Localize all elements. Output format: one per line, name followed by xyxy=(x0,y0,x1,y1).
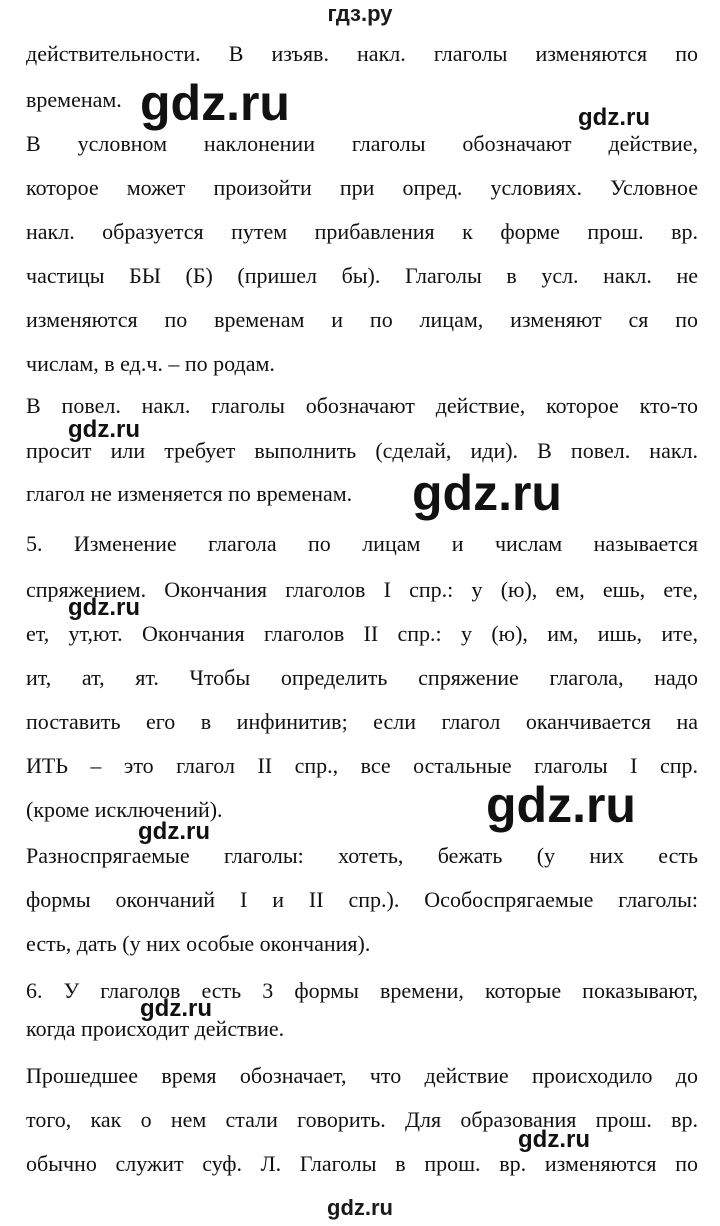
text-line: просит или требует выполнить (сделай, иди). В повел. накл. xyxy=(26,438,698,463)
text-line: частицы БЫ (Б) (пришел бы). Глаголы в усл. накл. не xyxy=(26,263,698,288)
text-line: спряжением. Окончания глаголов I спр.: у (ю), ем, ешь, ете, xyxy=(26,577,698,602)
text-line: Разноспрягаемые глаголы: хотеть, бежать (у них есть xyxy=(26,843,698,868)
text-line: обычно служит суф. Л. Глаголы в прош. вр. изменяются по xyxy=(26,1151,698,1176)
text-line: временам. xyxy=(26,87,122,112)
watermark: gdz.ru xyxy=(486,777,636,833)
text-line: того, как о нем стали говорить. Для образования прош. вр. xyxy=(26,1107,698,1132)
watermark: gdz.ru xyxy=(138,818,210,845)
text-line: Прошедшее время обозначает, что действие происходило до xyxy=(26,1063,698,1088)
text-line: есть, дать (у них особые окончания). xyxy=(26,931,371,956)
text-line: ит, ат, ят. Чтобы определить спряжение глагола, надо xyxy=(26,665,698,690)
watermark: gdz.ru xyxy=(518,1126,590,1153)
text-line: 6. У глаголов есть 3 формы времени, которые показывают, xyxy=(26,978,698,1003)
text-line: действительности. В изъяв. накл. глаголы изменяются по xyxy=(26,41,698,66)
text-line: глагол не изменяется по временам. xyxy=(26,481,353,506)
text-line: (кроме исключений). xyxy=(26,797,223,822)
text-line: накл. образуется путем прибавления к форме прош. вр. xyxy=(26,219,698,244)
text-line: поставить его в инфинитив; если глагол оканчивается на xyxy=(26,709,698,734)
text-line: 5. Изменение глагола по лицам и числам называется xyxy=(26,531,698,556)
text-line: ИТЬ – это глагол II спр., все остальные глаголы I спр. xyxy=(26,753,698,778)
watermark: gdz.ru xyxy=(68,594,140,621)
text-line: числам, в ед.ч. – по родам. xyxy=(26,351,275,376)
page-header: гдз.ру xyxy=(327,1,393,26)
page-footer: gdz.ru xyxy=(327,1195,393,1220)
text-line: ет, ут,ют. Окончания глаголов II спр.: у (ю), им, ишь, ите, xyxy=(26,621,698,646)
text-line: В повел. накл. глаголы обозначают действие, которое кто-то xyxy=(26,393,698,418)
watermark: gdz.ru xyxy=(68,416,140,443)
text-line: формы окончаний I и II спр.). Особоспрягаемые глаголы: xyxy=(26,887,698,912)
text-line: когда происходит действие. xyxy=(26,1016,285,1041)
watermark: gdz.ru xyxy=(578,104,650,131)
watermark: gdz.ru xyxy=(140,995,212,1022)
text-line: В условном наклонении глаголы обозначают действие, xyxy=(26,131,698,156)
watermark: gdz.ru xyxy=(412,465,562,521)
text-line: изменяются по временам и по лицам, изменяют ся по xyxy=(26,307,698,332)
watermark: gdz.ru xyxy=(140,75,290,131)
text-line: которое может произойти при опред. условиях. Условное xyxy=(26,175,698,200)
